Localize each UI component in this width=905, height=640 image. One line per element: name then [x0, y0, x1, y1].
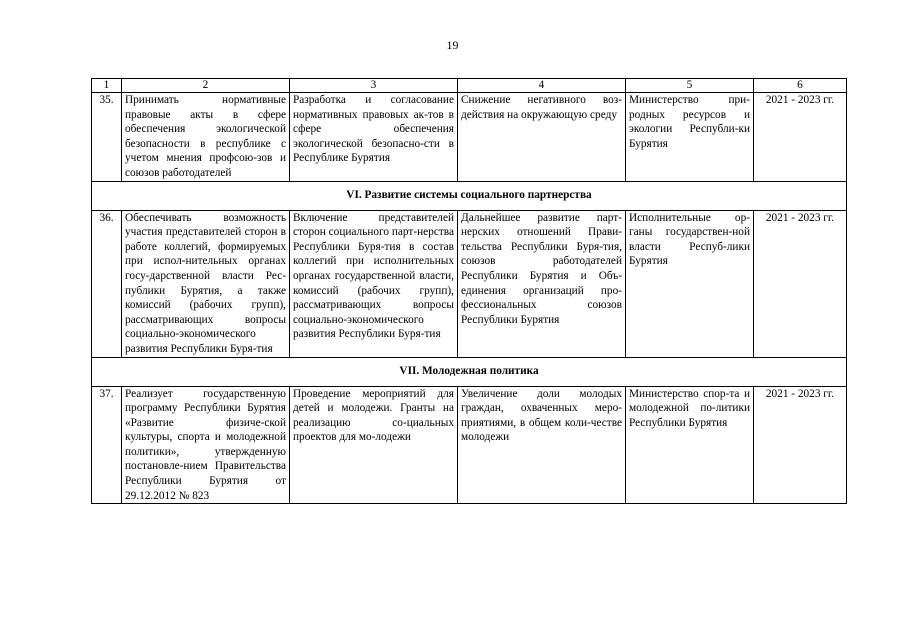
measure-cell: Обеспечивать возможность участия представителей сторон в работе коллегий, формируемых при испол-нительных органах госу-дарственной власти Рес-публики Бурятия, а также комиссий (рабочих групп), рассматривающих вопросы социально-экономического развития Республики Буря-тия — [122, 210, 290, 357]
result-cell: Снижение негативного воз-действия на окружающую среду — [458, 93, 626, 182]
action-cell: Включение представителей сторон социального парт-нерства Республики Буря-тия в состав коллегий при исполнительных органах государственной власти, комиссий (рабочих групп), рассматривающих вопросы социально-экономического развития Республики Буря-тия — [290, 210, 458, 357]
measure-cell: Принимать нормативные правовые акты в сфере обеспечения экологической безопасности в республике с учетом мнения профсою-зов и союзов работодателей — [122, 93, 290, 182]
result-cell: Увеличение доли молодых граждан, охваченных меро-приятиями, в общем коли-честве молодежи — [458, 386, 626, 504]
section-row — [92, 181, 847, 210]
section-title: VII. Молодежная политика — [92, 357, 847, 386]
table-row — [92, 210, 847, 357]
term-cell: 2021 - 2023 гг. — [754, 210, 847, 357]
row-number: 37. — [92, 386, 122, 504]
executor-cell: Министерство спор-та и молодежной по-литики Республики Бурятия — [626, 386, 754, 504]
term-cell: 2021 - 2023 гг. — [754, 93, 847, 182]
header-cell: 5 — [626, 79, 754, 93]
result-cell: Дальнейшее развитие парт-нерских отношений Прави-тельства Республики Буря-тия, союзов работодателей Республики Бурятия и Объ-единения организаций про-фессиональных союзов Республики Бурятия — [458, 210, 626, 357]
section-row — [92, 357, 847, 386]
header-cell: 2 — [122, 79, 290, 93]
executor-cell: Исполнительные ор-ганы государствен-ной власти Респуб-лики Бурятия — [626, 210, 754, 357]
term-cell: 2021 - 2023 гг. — [754, 386, 847, 504]
executor-cell: Министерство при-родных ресурсов и экологии Республи-ки Бурятия — [626, 93, 754, 182]
measure-cell: Реализует государственную программу Республики Бурятия «Развитие физиче-ской культуры, спорта и молодежной политики», утвержденную постановле-нием Правительства Республики Бурятия от 29.12.2012 № 823 — [122, 386, 290, 504]
table-row — [92, 93, 847, 182]
header-cell: 3 — [290, 79, 458, 93]
header-cell: 6 — [754, 79, 847, 93]
section-title: VI. Развитие системы социального партнерства — [92, 181, 847, 210]
page-number: 19 — [446, 38, 459, 52]
header-cell: 4 — [458, 79, 626, 93]
table-row — [92, 386, 847, 504]
table-header-row — [92, 79, 847, 93]
header-cell: 1 — [92, 79, 122, 93]
action-cell: Проведение мероприятий для детей и молодежи. Гранты на реализацию со-циальных проектов для мо-лодежи — [290, 386, 458, 504]
row-number: 35. — [92, 93, 122, 182]
action-cell: Разработка и согласование нормативных правовых ак-тов в сфере обеспечения экологической безопасно-сти в Республике Бурятия — [290, 93, 458, 182]
measures-table — [91, 78, 847, 504]
row-number: 36. — [92, 210, 122, 357]
